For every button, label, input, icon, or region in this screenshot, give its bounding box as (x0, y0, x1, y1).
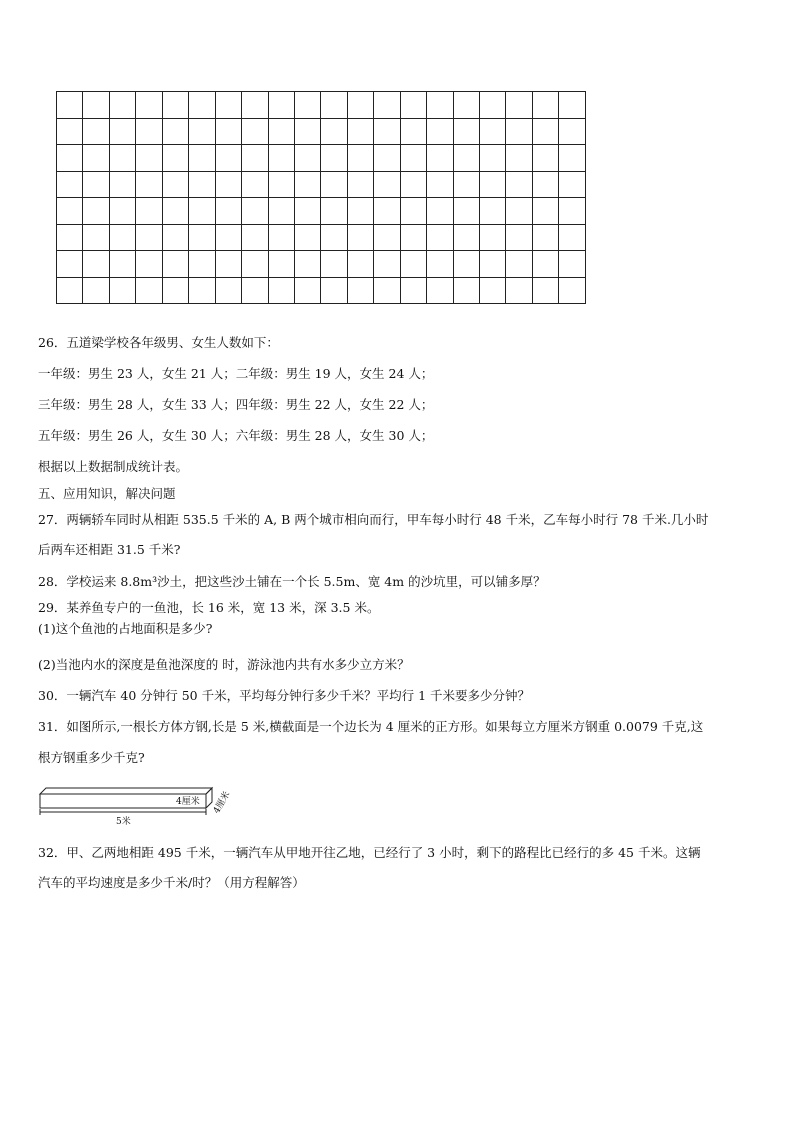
grid-cell (427, 277, 453, 304)
grid-cell (136, 277, 162, 304)
grid-cell (559, 198, 586, 225)
grid-cell (189, 224, 215, 251)
grid-cell (427, 118, 453, 145)
q29-part1: (1)这个鱼池的占地面积是多少? (38, 621, 213, 636)
grid-cell (215, 145, 241, 172)
grid-cell (374, 198, 400, 225)
grid-cell (559, 171, 586, 198)
grid-cell (453, 171, 479, 198)
grid-cell (532, 198, 558, 225)
grid-cell (559, 92, 586, 119)
grid-cell (506, 145, 532, 172)
grid-cell (57, 92, 83, 119)
grid-cell (374, 251, 400, 278)
grid-cell (189, 251, 215, 278)
grid-cell (453, 118, 479, 145)
grid-cell (189, 277, 215, 304)
bar-end-face (206, 788, 212, 808)
grid-cell (506, 224, 532, 251)
grid-row (57, 118, 586, 145)
grid-cell (162, 171, 188, 198)
grid-cell (427, 198, 453, 225)
grid-cell (268, 198, 294, 225)
grid-cell (532, 145, 558, 172)
grid-cell (294, 171, 320, 198)
grid-cell (347, 92, 373, 119)
grid-cell (532, 92, 558, 119)
grid-cell (268, 92, 294, 119)
grid-cell (347, 171, 373, 198)
grid-cell (215, 92, 241, 119)
grid-cell (268, 224, 294, 251)
grid-cell (162, 198, 188, 225)
side-label: 4厘米 (176, 797, 200, 807)
grid-cell (347, 198, 373, 225)
grid-cell (83, 145, 109, 172)
grid-cell (400, 251, 426, 278)
grid-cell (400, 145, 426, 172)
grid-row (57, 277, 586, 304)
grid-cell (83, 277, 109, 304)
grid-cell (321, 224, 347, 251)
grid-cell (427, 224, 453, 251)
grid-cell (374, 92, 400, 119)
q26-title: 26．五道梁学校各年级男、女生人数如下： (38, 335, 279, 350)
grid-cell (347, 118, 373, 145)
answer-grid (56, 91, 586, 304)
grid-cell (374, 171, 400, 198)
grid-cell (242, 145, 268, 172)
grid-cell (83, 118, 109, 145)
grid-cell (136, 171, 162, 198)
grid-row (57, 251, 586, 278)
grid-cell (374, 224, 400, 251)
grid-cell (215, 118, 241, 145)
grid-cell (109, 251, 135, 278)
grid-cell (453, 277, 479, 304)
grid-cell (480, 224, 506, 251)
grid-cell (453, 92, 479, 119)
grid-cell (268, 171, 294, 198)
grid-cell (83, 224, 109, 251)
grid-cell (321, 118, 347, 145)
grid-cell (559, 277, 586, 304)
grid-cell (215, 277, 241, 304)
grid-cell (162, 92, 188, 119)
grid-cell (162, 277, 188, 304)
grid-cell (347, 277, 373, 304)
grid-cell (453, 251, 479, 278)
grid-cell (506, 277, 532, 304)
grid-cell (559, 118, 586, 145)
grid-cell (294, 92, 320, 119)
grid-row (57, 145, 586, 172)
grid-cell (57, 145, 83, 172)
grid-cell (83, 198, 109, 225)
q26-instruction: 根据以上数据制成统计表。 (38, 459, 189, 474)
grid-cell (268, 118, 294, 145)
grid-cell (294, 118, 320, 145)
grid-cell (532, 277, 558, 304)
grid-cell (189, 145, 215, 172)
grid-cell (321, 92, 347, 119)
grid-cell (532, 224, 558, 251)
section-five-heading: 五、应用知识，解决问题 (38, 486, 176, 501)
grid-cell (374, 118, 400, 145)
grid-row (57, 92, 586, 119)
grid-cell (532, 251, 558, 278)
grid-cell (453, 145, 479, 172)
steel-bar-figure (36, 780, 236, 830)
grid-cell (374, 277, 400, 304)
grid-cell (242, 198, 268, 225)
grid-cell (321, 251, 347, 278)
grid-cell (215, 251, 241, 278)
grid-cell (162, 251, 188, 278)
grid-cell (268, 145, 294, 172)
grid-cell (427, 92, 453, 119)
grid-cell (427, 145, 453, 172)
grid-cell (189, 171, 215, 198)
grid-cell (57, 224, 83, 251)
grid-cell (294, 224, 320, 251)
grid-cell (57, 118, 83, 145)
bar-top-face (40, 788, 212, 794)
q31-line2: 根方钢重多少千克? (38, 750, 145, 765)
grid-cell (532, 171, 558, 198)
grid-cell (400, 277, 426, 304)
grid-cell (136, 92, 162, 119)
grid-cell (268, 277, 294, 304)
grid-cell (294, 277, 320, 304)
grid-cell (506, 251, 532, 278)
grid-cell (109, 171, 135, 198)
grid-cell (480, 277, 506, 304)
grid-cell (268, 251, 294, 278)
grid-cell (559, 251, 586, 278)
grid-cell (109, 224, 135, 251)
q27-line2: 后两车还相距 31.5 千米? (38, 542, 181, 557)
grid-cell (57, 277, 83, 304)
grid-cell (109, 145, 135, 172)
grid-cell (136, 224, 162, 251)
grid-cell (480, 118, 506, 145)
grid-cell (242, 251, 268, 278)
grid-cell (347, 251, 373, 278)
grid-cell (189, 118, 215, 145)
grid-cell (83, 171, 109, 198)
grid-cell (480, 171, 506, 198)
grid-cell (400, 92, 426, 119)
q29: 29．某养鱼专户的一鱼池，长 16 米，宽 13 米，深 3.5 米。 (38, 600, 380, 615)
grid-cell (559, 224, 586, 251)
grid-cell (109, 198, 135, 225)
grid-cell (242, 224, 268, 251)
grid-cell (294, 145, 320, 172)
grid-cell (559, 145, 586, 172)
grid-cell (215, 224, 241, 251)
grid-cell (109, 277, 135, 304)
grid-cell (83, 251, 109, 278)
q30: 30．一辆汽车 40 分钟行 50 千米，平均每分钟行多少千米？平均行 1 千米要多少分钟？ (38, 688, 531, 703)
grid-cell (294, 198, 320, 225)
grid-cell (374, 145, 400, 172)
q26-grade34: 三年级：男生 28 人，女生 33 人；四年级：男生 22 人，女生 22 人； (38, 397, 434, 412)
grid-cell (294, 251, 320, 278)
grid-cell (189, 198, 215, 225)
grid-cell (400, 224, 426, 251)
grid-cell (57, 171, 83, 198)
q32-line2: 汽车的平均速度是多少千米/时？（用方程解答） (38, 875, 305, 890)
q31-line1: 31．如图所示,一根长方体方钢,长是 5 米,横截面是一个边长为 4 厘米的正方形。如果每立方厘米方钢重 0.0079 千克,这 (38, 719, 704, 734)
grid-cell (215, 171, 241, 198)
grid-cell (506, 198, 532, 225)
grid-cell (321, 145, 347, 172)
grid-cell (506, 171, 532, 198)
grid-cell (109, 118, 135, 145)
q26-grade12: 一年级：男生 23 人，女生 21 人；二年级：男生 19 人，女生 24 人； (38, 366, 434, 381)
grid-cell (480, 145, 506, 172)
grid-cell (136, 251, 162, 278)
grid-cell (242, 118, 268, 145)
grid-cell (136, 198, 162, 225)
depth-label: 4厘米 (211, 789, 233, 816)
grid-cell (162, 145, 188, 172)
q26-grade56: 五年级：男生 26 人，女生 30 人；六年级：男生 28 人，女生 30 人； (38, 428, 434, 443)
grid-cell (242, 92, 268, 119)
grid-cell (109, 92, 135, 119)
q27-line1: 27．两辆轿车同时从相距 535.5 千米的 A, B 两个城市相向而行，甲车每小时行 48 千米，乙车每小时行 78 千米.几小时 (38, 512, 709, 527)
grid-cell (321, 171, 347, 198)
grid-row (57, 171, 586, 198)
q29-part2: (2)当池内水的深度是鱼池深度的 时，游泳池内共有水多少立方米？ (38, 657, 410, 672)
grid-cell (347, 145, 373, 172)
grid-cell (506, 118, 532, 145)
grid-cell (83, 92, 109, 119)
grid-cell (347, 224, 373, 251)
grid-cell (480, 251, 506, 278)
grid-row (57, 198, 586, 225)
grid-cell (400, 118, 426, 145)
grid-cell (57, 198, 83, 225)
grid-cell (136, 145, 162, 172)
grid-cell (532, 118, 558, 145)
grid-cell (427, 171, 453, 198)
grid-cell (189, 92, 215, 119)
grid-cell (480, 198, 506, 225)
grid-cell (480, 92, 506, 119)
grid-cell (427, 251, 453, 278)
grid-cell (242, 277, 268, 304)
grid-cell (162, 224, 188, 251)
grid-cell (162, 118, 188, 145)
grid-cell (136, 118, 162, 145)
grid-cell (242, 171, 268, 198)
grid-cell (215, 198, 241, 225)
grid-cell (321, 277, 347, 304)
length-label: 5米 (116, 817, 131, 827)
q28: 28．学校运来 8.8m³沙土，把这些沙土铺在一个长 5.5m、宽 4m 的沙坑里，可以铺多厚？ (38, 574, 546, 589)
grid-cell (321, 198, 347, 225)
grid-row (57, 224, 586, 251)
grid-cell (57, 251, 83, 278)
grid-cell (400, 198, 426, 225)
q32-line1: 32．甲、乙两地相距 495 千米，一辆汽车从甲地开往乙地，已经行了 3 小时，剩下的路程比已经行的多 45 千米。这辆 (38, 845, 701, 860)
grid-cell (506, 92, 532, 119)
grid-cell (453, 198, 479, 225)
grid-cell (453, 224, 479, 251)
grid-cell (400, 171, 426, 198)
